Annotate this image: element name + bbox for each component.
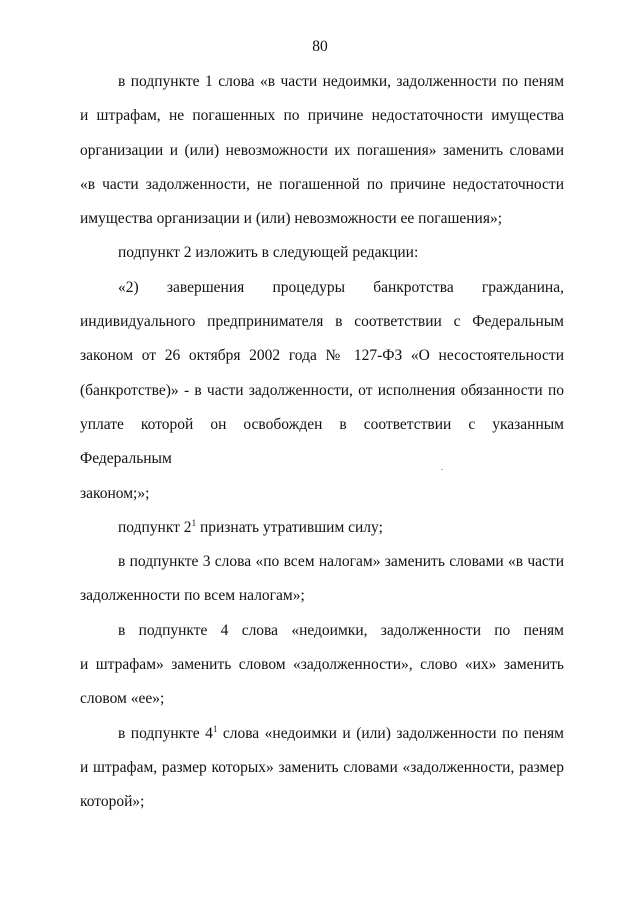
text-line: задолженности по всем налогам»; <box>80 587 305 605</box>
superscript: 1 <box>212 723 218 734</box>
text-line: законом от 26 октября 2002 года № 127-ФЗ «О несостоятельности <box>80 347 564 365</box>
superscript: 1 <box>191 517 197 528</box>
text-line: в подпункте 4 слова «недоимки, задолженности по пеням <box>118 621 564 639</box>
text-line: законом;»; <box>80 484 150 502</box>
text-line: подпункт 2 изложить в следующей редакции: <box>118 244 419 262</box>
text-line: индивидуального предпринимателя в соответствии с Федеральным <box>80 313 564 331</box>
scan-speck <box>441 469 443 470</box>
paragraph-subitem-2-1 <box>80 511 564 545</box>
paragraph-subitem-4-1 <box>80 717 564 820</box>
text-segment: в подпункте 4 <box>118 724 213 742</box>
text-segment: слова «недоимки и (или) задолженности по пеням <box>217 724 564 742</box>
paragraph-subitem-4 <box>80 614 564 717</box>
text-line: и штрафам, размер которых» заменить словами «задолженности, размер <box>80 758 564 776</box>
text-line: уплате которой он освобожден в соответствии с указанным Федеральным <box>80 415 564 468</box>
text-line: организации и (или) невозможности их погашения» заменить словами <box>80 141 564 159</box>
text-line: имущества организации и (или) невозможности ее погашения»; <box>80 210 503 228</box>
paragraph-subitem-2-intro <box>80 236 564 270</box>
text-line: «в части задолженности, не погашенной по причине недостаточности <box>80 175 564 193</box>
paragraph-subitem-1 <box>80 65 564 236</box>
text-line: в подпункте 1 слова «в части недоимки, задолженности по пеням <box>118 73 564 90</box>
paragraph-subitem-3 <box>80 545 564 614</box>
text-line <box>80 511 564 545</box>
document-body <box>80 65 564 820</box>
text-line: словом «ее»; <box>80 690 165 708</box>
text-line: и штрафам» заменить словом «задолженности», слово «их» заменить <box>80 656 564 674</box>
text-line: в подпункте 3 слова «по всем налогам» заменить словами «в части <box>118 553 564 571</box>
paragraph-subitem-2-text <box>80 271 564 511</box>
text-line <box>80 717 564 751</box>
text-line: и штрафам, не погашенных по причине недостаточности имущества <box>80 107 564 125</box>
text-line: (банкротстве)» - в части задолженности, от исполнения обязанности по <box>80 381 564 399</box>
page-number: 80 <box>312 38 328 55</box>
text-segment: подпункт 2 <box>118 518 192 536</box>
text-segment: признать утратившим силу; <box>196 518 383 536</box>
text-line: «2) завершения процедуры банкротства гражданина, <box>118 278 564 296</box>
text-line: которой»; <box>80 793 145 811</box>
